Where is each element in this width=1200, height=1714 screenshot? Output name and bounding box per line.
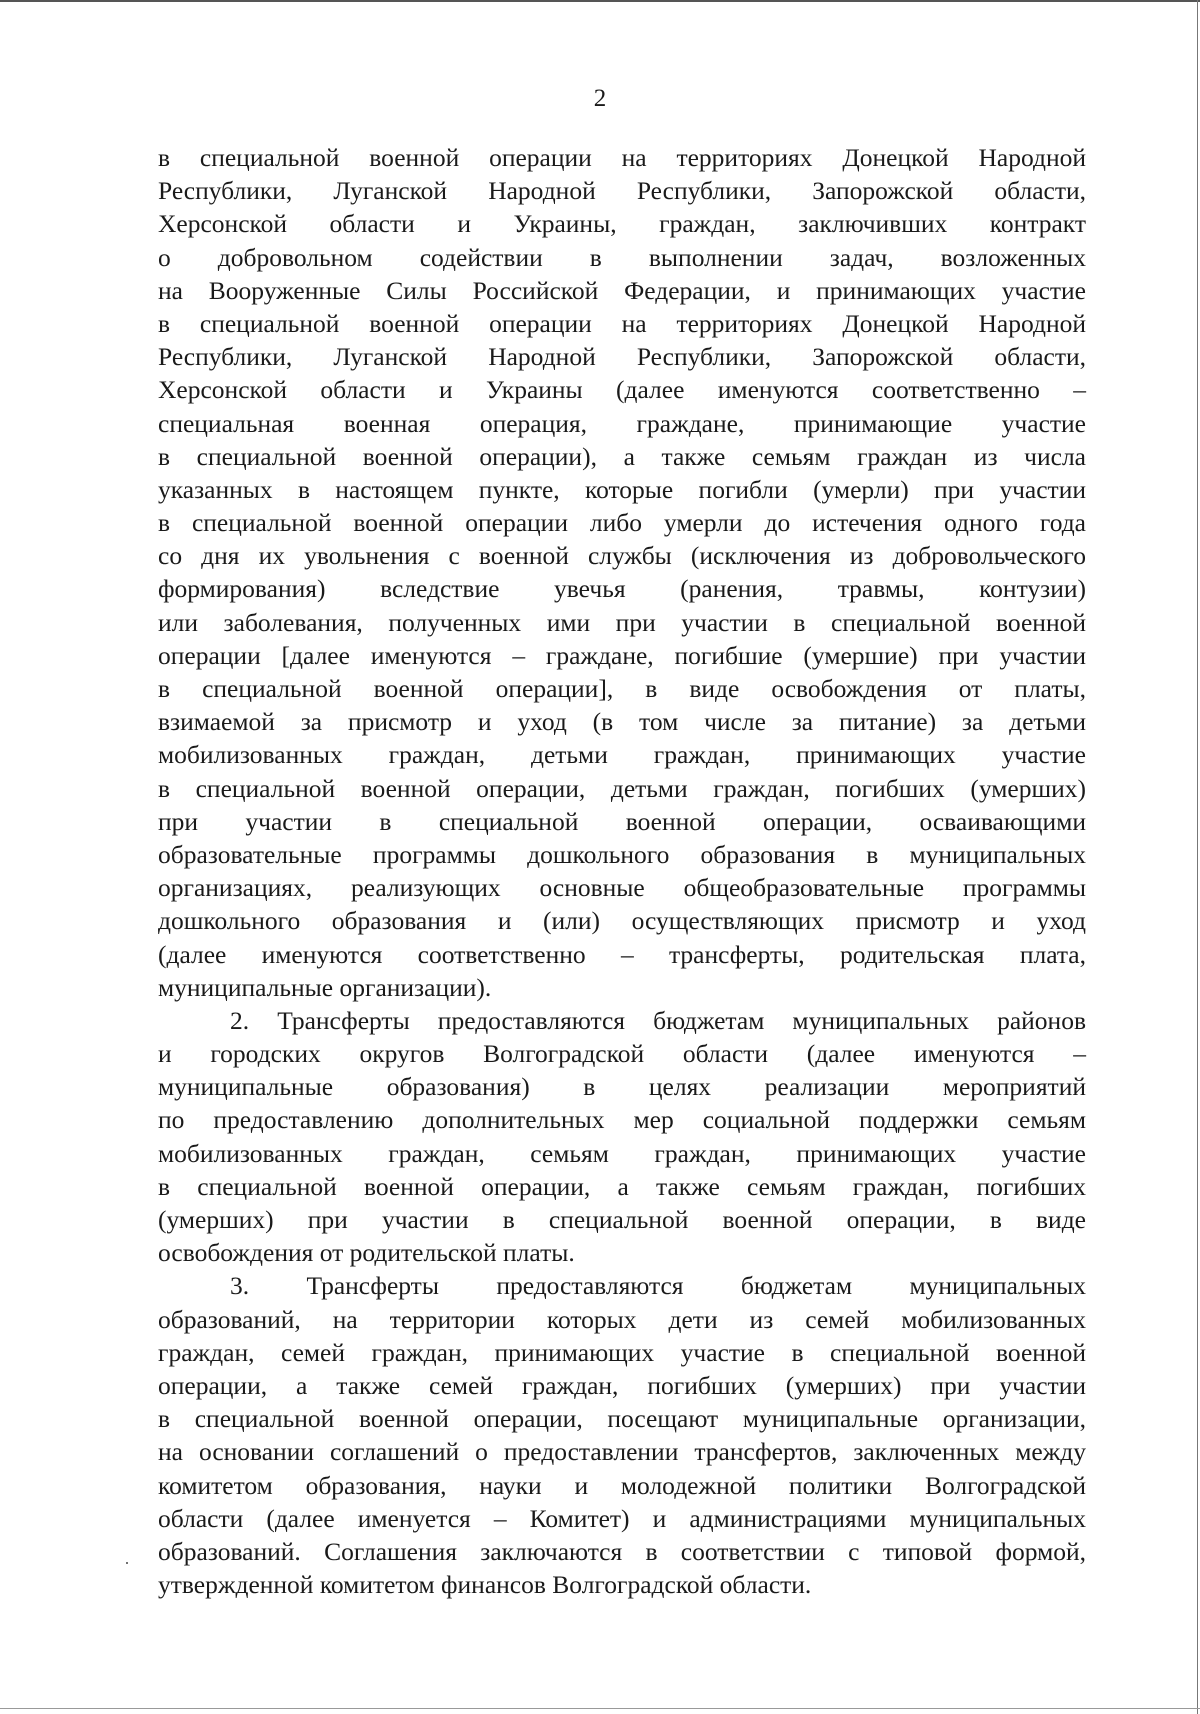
scan-speck (126, 1562, 128, 1564)
scan-edge-bottom (0, 1708, 1200, 1709)
text-line: 2. Трансферты предоставляются бюджетам муниципальных районов (230, 1005, 1086, 1035)
paragraph-3 (158, 1269, 1086, 1601)
text-line: Республики, Луганской Народной Республики, Запорожской области, (158, 342, 1086, 372)
text-line: комитетом образования, науки и молодежной политики Волгоградской (158, 1470, 1086, 1500)
text-line: в специальной военной операции, детьми граждан, погибших (умерших) (158, 773, 1086, 803)
text-line: на основании соглашений о предоставлении трансфертов, заключенных между (158, 1437, 1086, 1467)
text-line: в специальной военной операции], в виде освобождения от платы, (158, 674, 1086, 703)
text-line: муниципальные образования) в целях реализации мероприятий (158, 1072, 1086, 1102)
text-line: Республики, Луганской Народной Республики, Запорожской области, (158, 176, 1086, 206)
text-line: и городских округов Волгоградской области (далее именуются – (158, 1039, 1086, 1069)
text-line: области (далее именуется – Комитет) и администрациями муниципальных (158, 1503, 1086, 1533)
scan-edge-top (0, 0, 1200, 2)
text-line: Херсонской области и Украины (далее именуются соответственно – (158, 375, 1086, 405)
text-line: специальная военная операция, граждане, принимающие участие (158, 408, 1086, 438)
text-line: (далее именуются соответственно – трансферты, родительская плата, (158, 939, 1086, 969)
text-line: о добровольном содействии в выполнении задач, возложенных (158, 242, 1086, 272)
text-line: в специальной военной операции, посещают муниципальные организации, (158, 1404, 1086, 1434)
text-line: формирования) вследствие увечья (ранения, травмы, контузии) (158, 574, 1086, 604)
text-line: операции [далее именуются – граждане, погибшие (умершие) при участии (158, 640, 1086, 670)
text-line: граждан, семей граждан, принимающих участие в специальной военной (158, 1337, 1086, 1367)
text-line: Херсонской области и Украины, граждан, заключивших контракт (158, 209, 1086, 239)
text-line: образовательные программы дошкольного образования в муниципальных (158, 839, 1086, 869)
text-line: муниципальные организации). (158, 972, 492, 1002)
text-line: 3. Трансферты предоставляются бюджетам муниципальных (230, 1271, 1086, 1301)
text-line: взимаемой за присмотр и уход (в том числе за питание) за детьми (158, 707, 1086, 737)
page-number: 2 (593, 85, 607, 112)
paragraph-2 (158, 1004, 1086, 1270)
text-line: в специальной военной операции), а также семьям граждан из числа (158, 441, 1086, 471)
text-line: освобождения от родительской платы. (158, 1238, 575, 1268)
scan-edge-right (1197, 0, 1198, 1714)
text-line: образований, на территории которых дети из семей мобилизованных (158, 1304, 1086, 1334)
text-line: в специальной военной операции на территориях Донецкой Народной (158, 308, 1086, 338)
text-line: со дня их увольнения с военной службы (исключения из добровольческого (158, 541, 1086, 571)
text-line: на Вооруженные Силы Российской Федерации, и принимающих участие (158, 275, 1086, 305)
text-line: указанных в настоящем пункте, которые погибли (умерли) при участии (158, 474, 1086, 504)
paragraph-1-continuation (158, 141, 1086, 1004)
text-line: при участии в специальной военной операции, осваивающими (158, 806, 1086, 836)
text-line: по предоставлению дополнительных мер социальной поддержки семьям (158, 1105, 1086, 1135)
text-line: мобилизованных граждан, семьям граждан, принимающих участие (158, 1138, 1086, 1168)
text-line: в специальной военной операции на территориях Донецкой Народной (158, 143, 1086, 172)
text-line: образований. Соглашения заключаются в соответствии с типовой формой, (158, 1536, 1086, 1566)
text-line: утвержденной комитетом финансов Волгоградской области. (158, 1570, 812, 1600)
document-body (158, 141, 1086, 1601)
text-line: дошкольного образования и (или) осуществляющих присмотр и уход (158, 906, 1086, 936)
text-line: мобилизованных граждан, детьми граждан, принимающих участие (158, 740, 1086, 770)
text-line: операции, а также семей граждан, погибших (умерших) при участии (158, 1370, 1086, 1400)
text-line: или заболевания, полученных ими при участии в специальной военной (158, 607, 1086, 637)
text-line: в специальной военной операции либо умерли до истечения одного года (158, 508, 1086, 538)
text-line: (умерших) при участии в специальной военной операции, в виде (158, 1205, 1086, 1234)
text-line: организациях, реализующих основные общеобразовательные программы (158, 873, 1086, 903)
text-line: в специальной военной операции, а также семьям граждан, погибших (158, 1171, 1086, 1201)
